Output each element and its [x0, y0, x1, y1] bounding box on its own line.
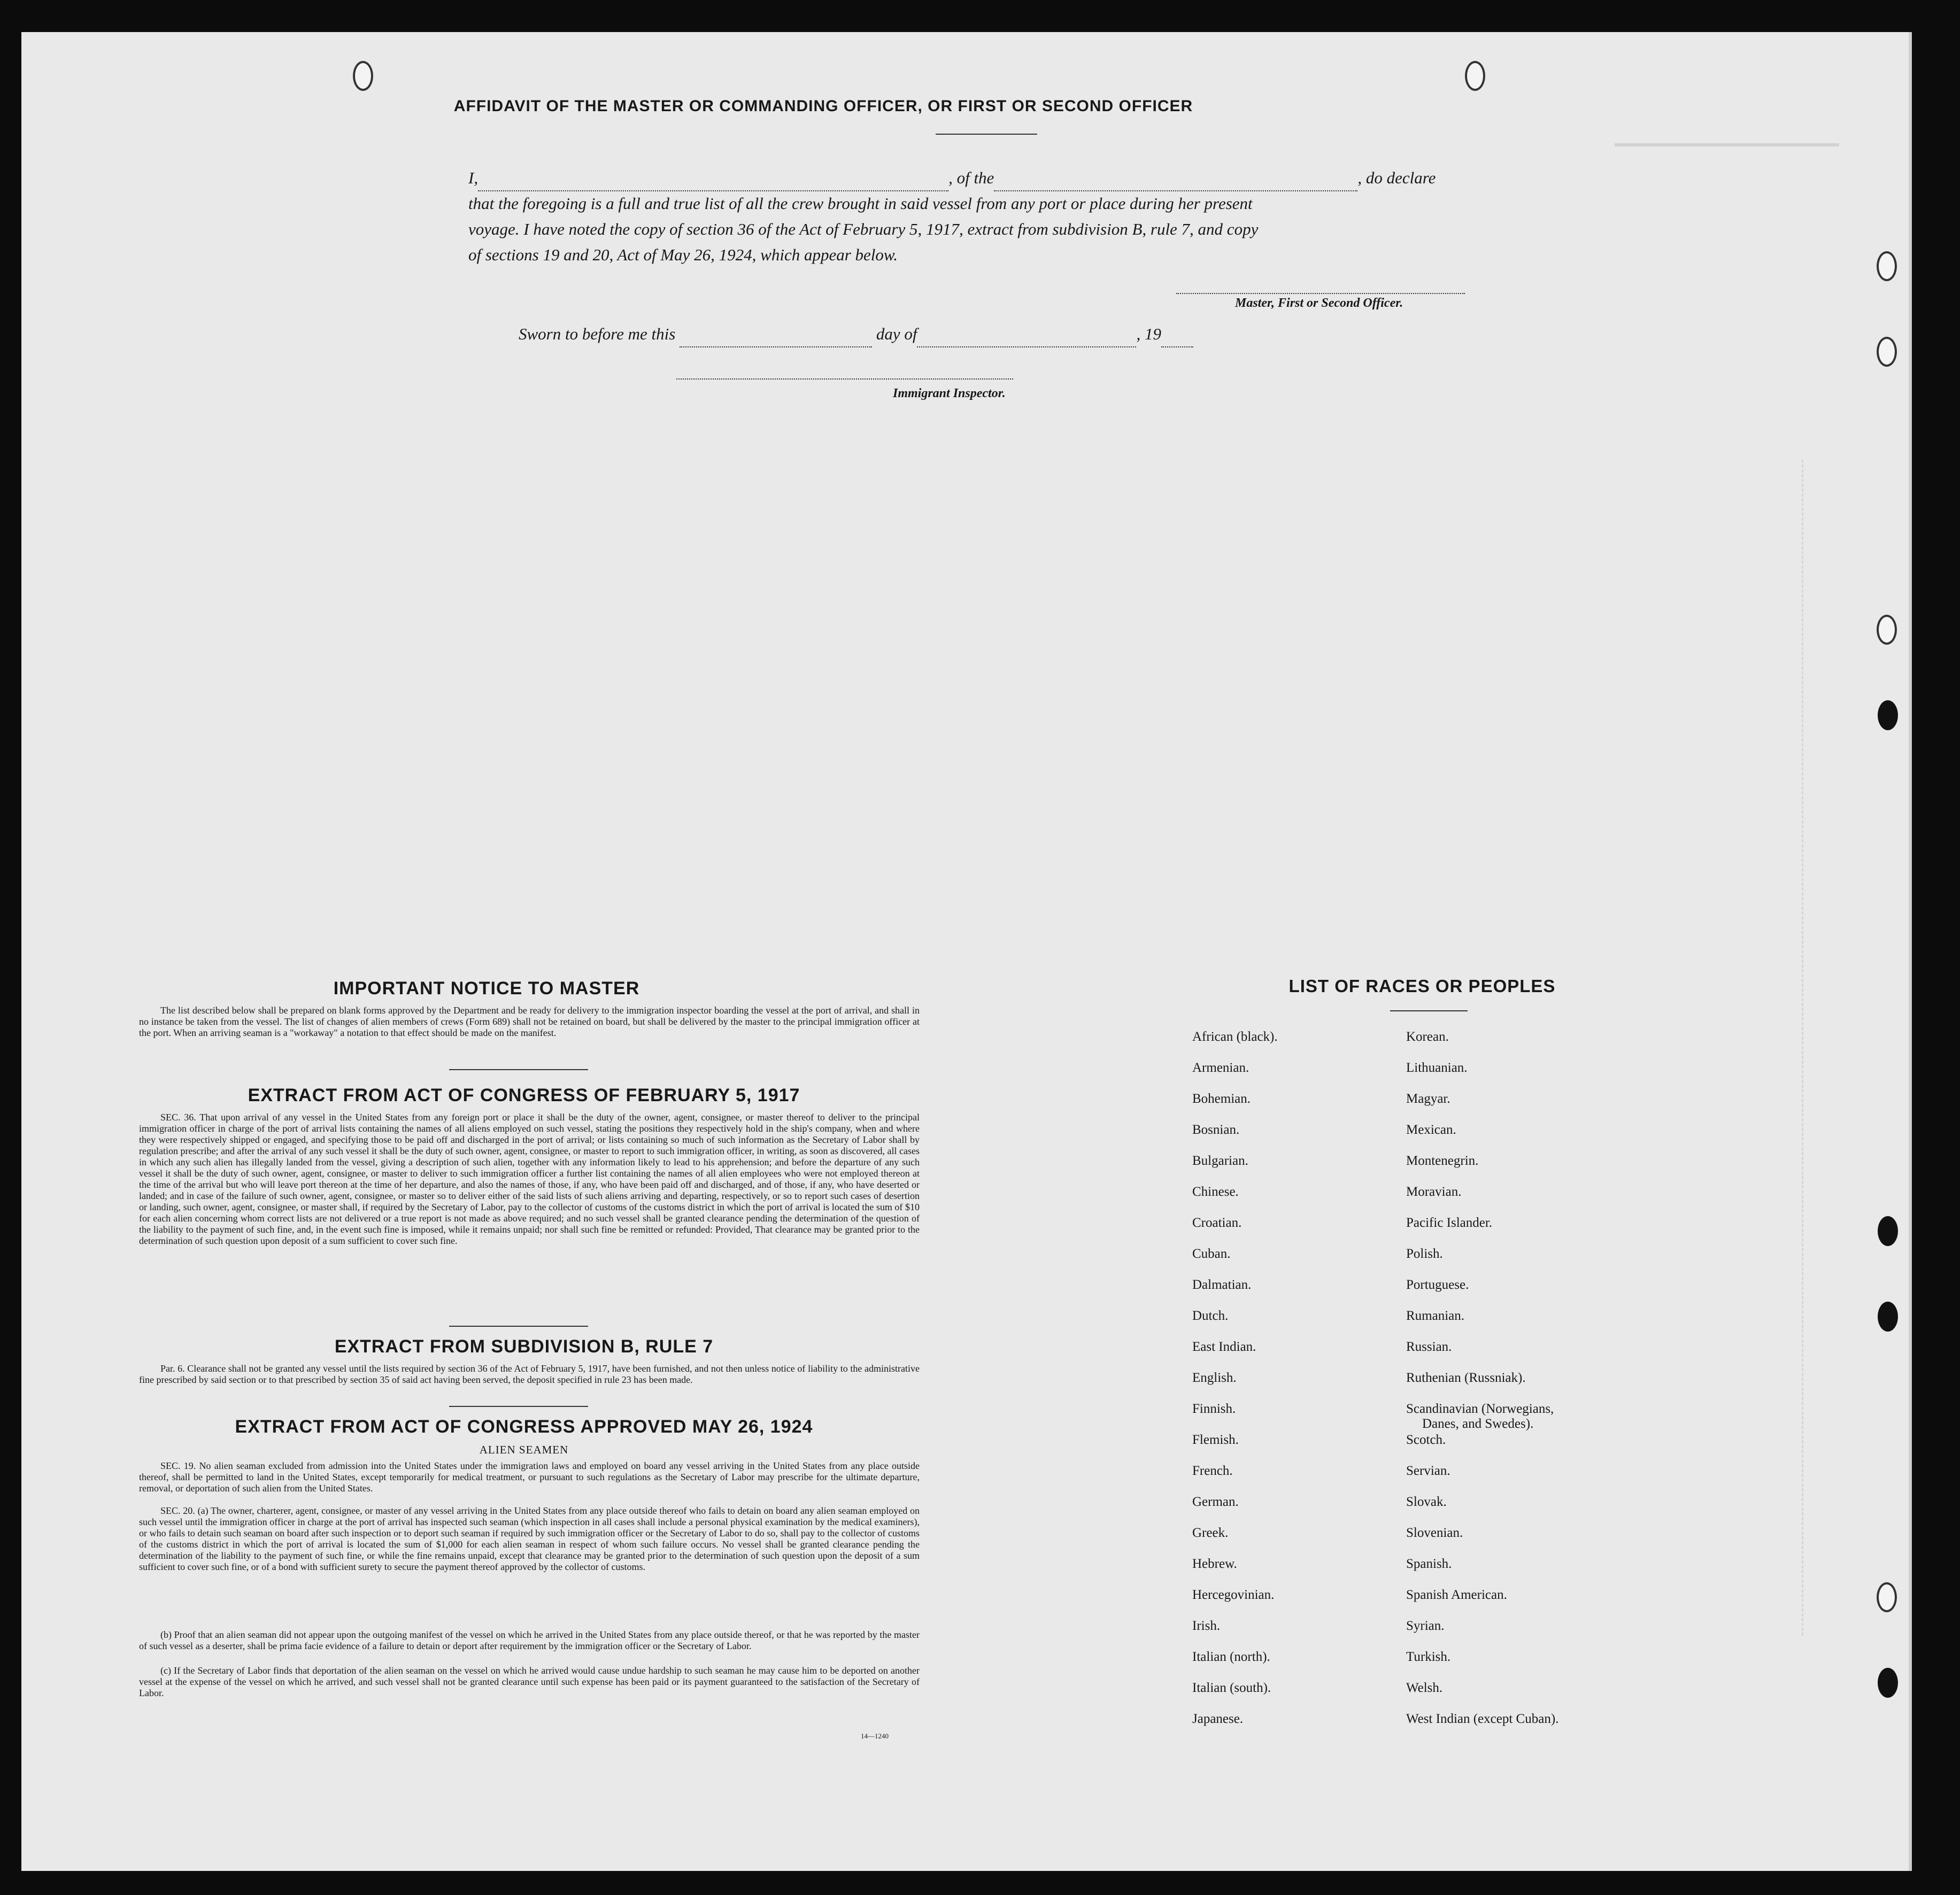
race-left-item: Chinese.	[1192, 1185, 1239, 1199]
race-right-item: Magyar.	[1406, 1092, 1450, 1106]
sworn-year: , 19	[1136, 324, 1161, 343]
extract-rule7-rule	[449, 1406, 588, 1407]
affidavit-of-the: , of the	[948, 168, 994, 187]
race-left-item: Italian (north).	[1192, 1650, 1270, 1664]
race-left-item: East Indian.	[1192, 1340, 1256, 1354]
race-left-item: Croatian.	[1192, 1216, 1242, 1230]
race-left-item: Finnish.	[1192, 1402, 1236, 1416]
race-right-item: Spanish.	[1406, 1557, 1452, 1571]
affidavit-i: I,	[468, 168, 479, 187]
binder-hole	[1878, 1668, 1898, 1698]
race-right-item: Syrian.	[1406, 1619, 1445, 1633]
race-right-item: Mexican.	[1406, 1123, 1456, 1137]
affidavit-line-1	[468, 165, 1532, 191]
binder-hole	[1878, 1302, 1898, 1332]
binder-hole	[1878, 700, 1898, 730]
race-right-item: Korean.	[1406, 1030, 1449, 1044]
race-left-item: German.	[1192, 1495, 1239, 1509]
name-blank-field[interactable]	[478, 175, 948, 191]
race-right-item: Pacific Islander.	[1406, 1216, 1493, 1230]
binder-hole	[1877, 337, 1897, 367]
sec-20a-text: SEC. 20. (a) The owner, charterer, agent, consignee, or master of any vessel arriving in the United States from any place outside thereof who fails to detain on board any alien seaman employed on such vessel until the immigration officer in charge at the port of arrival has inspected such seaman (which inspection in all cases shall include a personal physical examination by the medical examiners), or who fails to detain such seaman on board after such inspection or to deport such seaman if required by such immigration officer or the Secretary of Labor to do so, shall pay to the collector of customs of the customs district in which the port of arrival is located the sum of $1,000 for each alien seaman in respect of whom such failure occurs. No vessel shall be granted clearance pending the determination of the liability to the payment of such fine, or while the fine remains unpaid, except that clearance may be granted prior to the determination of such question upon the deposit of a sum sufficient to cover such fine, or of a bond with sufficient surety to secure the payment thereof approved by the collector of customs.	[139, 1505, 920, 1572]
bleed-through-column	[1802, 460, 1878, 1636]
race-right-item: Servian.	[1406, 1464, 1450, 1478]
affidavit-line-4: of sections 19 and 20, Act of May 26, 1924, which appear below.	[468, 245, 898, 264]
race-right-item: Turkish.	[1406, 1650, 1451, 1664]
notice-rule	[449, 1069, 588, 1070]
inspector-signature-line[interactable]	[676, 378, 1013, 380]
race-right-item: Slovenian.	[1406, 1526, 1463, 1540]
race-right-item: Slovak.	[1406, 1495, 1447, 1509]
manifest-page	[21, 32, 1912, 1871]
race-left-item: Dutch.	[1192, 1309, 1229, 1323]
race-left-item: Flemish.	[1192, 1433, 1239, 1447]
extract-1917-text: SEC. 36. That upon arrival of any vessel in the United States from any foreign port or place it shall be the duty of the owner, agent, consignee, or master thereof to deliver to the principal immigration officer in charge of the port of arrival lists containing the names of all aliens employed on such vessel, stating the positions they respectively hold in the ship's company, when and where they were respectively shipped or engaged, and specifying those to be paid off and discharged in the port of arrival; or lists containing so much of such information as the Secretary of Labor shall by regulation prescribe; and after the arrival of any such vessel it shall be the duty of such owner, agent, consignee, or master to report to such immigration officer, in writing, as soon as discovered, all cases in which any such alien has illegally landed from the vessel, giving a description of such alien, together with any information likely to lead to his apprehension; and before the departure of any such vessel it shall be the duty of such owner, agent, consignee, or master to deliver to such immigration officer a further list containing the names of all alien employees who were not employed thereon at the time of the arrival but who will leave port thereon at the time of her departure, and also the names of those, if any, who have been paid off and discharged, and of those, if any, who have deserted or landed; and in case of the failure of such owner, agent, consignee, or master so to deliver either of the said lists of such aliens arriving and departing, respectively, or so to report such cases of desertion or landing, such owner, agent, consignee, or master shall, if required by the Secretary of Labor, pay to the collector of customs of the customs district in which the port of arrival is located the sum of $10 for each alien concerning whom correct lists are not delivered or a true report is not made as above required; and no such vessel shall be granted clearance pending the determination of the question of the liability to the payment of such fine, and, in the event such fine is imposed, while it remains unpaid; nor shall such fine be remitted or refunded: Provided, That clearance may be granted prior to the determination of such question upon deposit of a sum sufficient to cover such fine.	[139, 1112, 920, 1246]
race-left-item: Armenian.	[1192, 1061, 1249, 1075]
race-right-item: West Indian (except Cuban).	[1406, 1712, 1559, 1726]
affidavit-line-2: that the foregoing is a full and true list of all the crew brought in said vessel from any port or place during her present	[468, 194, 1253, 213]
affidavit-title: AFFIDAVIT OF THE MASTER OR COMMANDING OFFICER, OR FIRST OR SECOND OFFICER	[453, 97, 1193, 115]
alien-seamen-subtitle: ALIEN SEAMEN	[479, 1443, 569, 1456]
affidavit-declare: , do declare	[1357, 168, 1436, 187]
race-right-item: Russian.	[1406, 1340, 1452, 1354]
notice-title: IMPORTANT NOTICE TO MASTER	[333, 978, 640, 999]
affidavit-line-3: voyage. I have noted the copy of section 36 of the Act of February 5, 1917, extract from subdivision B, rule 7, and copy	[468, 220, 1259, 238]
notice-text: The list described below shall be prepared on blank forms approved by the Department and be ready for delivery to the immigration inspector boarding the vessel at the port of arrival, and shall in no instance be taken from the vessel. The list of changes of alien members of crews (Form 689) shall not be retained on board, but shall be delivered by the master to the principal immigration officer at the port. When an arriving seaman is a "workaway" a notation to that effect should be made on the manifest.	[139, 1005, 920, 1038]
race-right-item: Spanish American.	[1406, 1588, 1507, 1602]
race-left-item: Irish.	[1192, 1619, 1221, 1633]
race-left-item: Dalmatian.	[1192, 1278, 1252, 1292]
race-left-item: Hercegovinian.	[1192, 1588, 1275, 1602]
sworn-line	[519, 321, 1321, 347]
race-right-item: Danes, and Swedes).	[1422, 1417, 1534, 1431]
binder-hole	[1878, 1216, 1898, 1246]
binder-hole	[353, 61, 373, 91]
master-signature-line[interactable]	[1176, 293, 1465, 294]
race-left-item: Bohemian.	[1192, 1092, 1251, 1106]
sworn-day-field[interactable]	[680, 331, 872, 347]
sworn-year-field[interactable]	[1161, 331, 1193, 347]
bleed-through-heading	[1615, 118, 1839, 154]
race-left-item: Italian (south).	[1192, 1681, 1271, 1695]
race-left-item: English.	[1192, 1371, 1237, 1385]
race-left-item: Cuban.	[1192, 1247, 1231, 1261]
binder-hole	[1465, 61, 1485, 91]
master-signature-caption: Master, First or Second Officer.	[1235, 296, 1403, 310]
race-left-item: Japanese.	[1192, 1712, 1244, 1726]
race-right-item: Moravian.	[1406, 1185, 1462, 1199]
race-right-item: Welsh.	[1406, 1681, 1443, 1695]
sec-20c-text: (c) If the Secretary of Labor finds that deportation of the alien seaman on the vessel on which he arrived would cause undue hardship to such seaman he may cause him to be deported on another vessel at the expense of the vessel on which he arrived, and such vessel shall not be granted clearance until such expense has been paid or its payment guaranteed to the satisfaction of the Secretary of Labor.	[139, 1665, 920, 1698]
form-number: 14—1240	[861, 1732, 889, 1740]
race-left-item: Greek.	[1192, 1526, 1229, 1540]
race-right-item: Portuguese.	[1406, 1278, 1469, 1292]
race-left-item: French.	[1192, 1464, 1233, 1478]
binder-hole	[1877, 1582, 1897, 1612]
sworn-text: Sworn to before me this	[519, 324, 676, 343]
races-title-rule	[1390, 1010, 1468, 1011]
race-right-item: Polish.	[1406, 1247, 1443, 1261]
binder-hole	[1877, 615, 1897, 645]
sec-20b-text: (b) Proof that an alien seaman did not appear upon the outgoing manifest of the vessel on which he arrived in the United States from any place outside thereof, or that he was reported by the master of such vessel as a deserter, shall be prima facie evidence of a failure to detain or deport after requirement by the immigration officer or the Secretary of Labor.	[139, 1629, 920, 1651]
race-left-item: Bosnian.	[1192, 1123, 1240, 1137]
sworn-month-field[interactable]	[917, 331, 1136, 347]
extract-1917-rule	[449, 1326, 588, 1327]
race-right-item: Scandinavian (Norwegians,	[1406, 1402, 1554, 1416]
inspector-caption: Immigrant Inspector.	[893, 386, 1006, 400]
race-right-item: Montenegrin.	[1406, 1154, 1479, 1168]
extract-1917-title: EXTRACT FROM ACT OF CONGRESS OF FEBRUARY 5, 1917	[248, 1085, 800, 1105]
race-right-item: Rumanian.	[1406, 1309, 1465, 1323]
title-rule	[936, 134, 1037, 135]
sworn-day-of: day of	[876, 324, 917, 343]
race-right-item: Lithuanian.	[1406, 1061, 1468, 1075]
extract-rule7-text: Par. 6. Clearance shall not be granted any vessel until the lists required by section 36 of the Act of February 5, 1917, have been furnished, and not then unless notice of liability to the administrative fine prescribed by said section or to that prescribed by section 35 of said act having been served, the deposit specified in rule 23 has been made.	[139, 1363, 920, 1385]
race-right-item: Ruthenian (Russniak).	[1406, 1371, 1526, 1385]
extract-rule7-title: EXTRACT FROM SUBDIVISION B, RULE 7	[334, 1336, 714, 1357]
binder-hole	[1877, 251, 1897, 281]
extract-1924-title: EXTRACT FROM ACT OF CONGRESS APPROVED MAY 26, 1924	[235, 1417, 813, 1437]
race-right-item: Scotch.	[1406, 1433, 1446, 1447]
races-title: LIST OF RACES OR PEOPLES	[1288, 976, 1556, 996]
race-left-item: Hebrew.	[1192, 1557, 1237, 1571]
race-left-item: African (black).	[1192, 1030, 1278, 1044]
vessel-blank-field[interactable]	[994, 175, 1357, 191]
race-left-item: Bulgarian.	[1192, 1154, 1248, 1168]
sec-19-text: SEC. 19. No alien seaman excluded from admission into the United States under the immigration laws and employed on board any vessel arriving in the United States from any place outside thereof, shall be permitted to land in the United States, except temporarily for medical treatment, or pursuant to such regulations as the Secretary of Labor may prescribe for the ultimate departure, removal, or deportation of such alien from the United States.	[139, 1460, 920, 1494]
